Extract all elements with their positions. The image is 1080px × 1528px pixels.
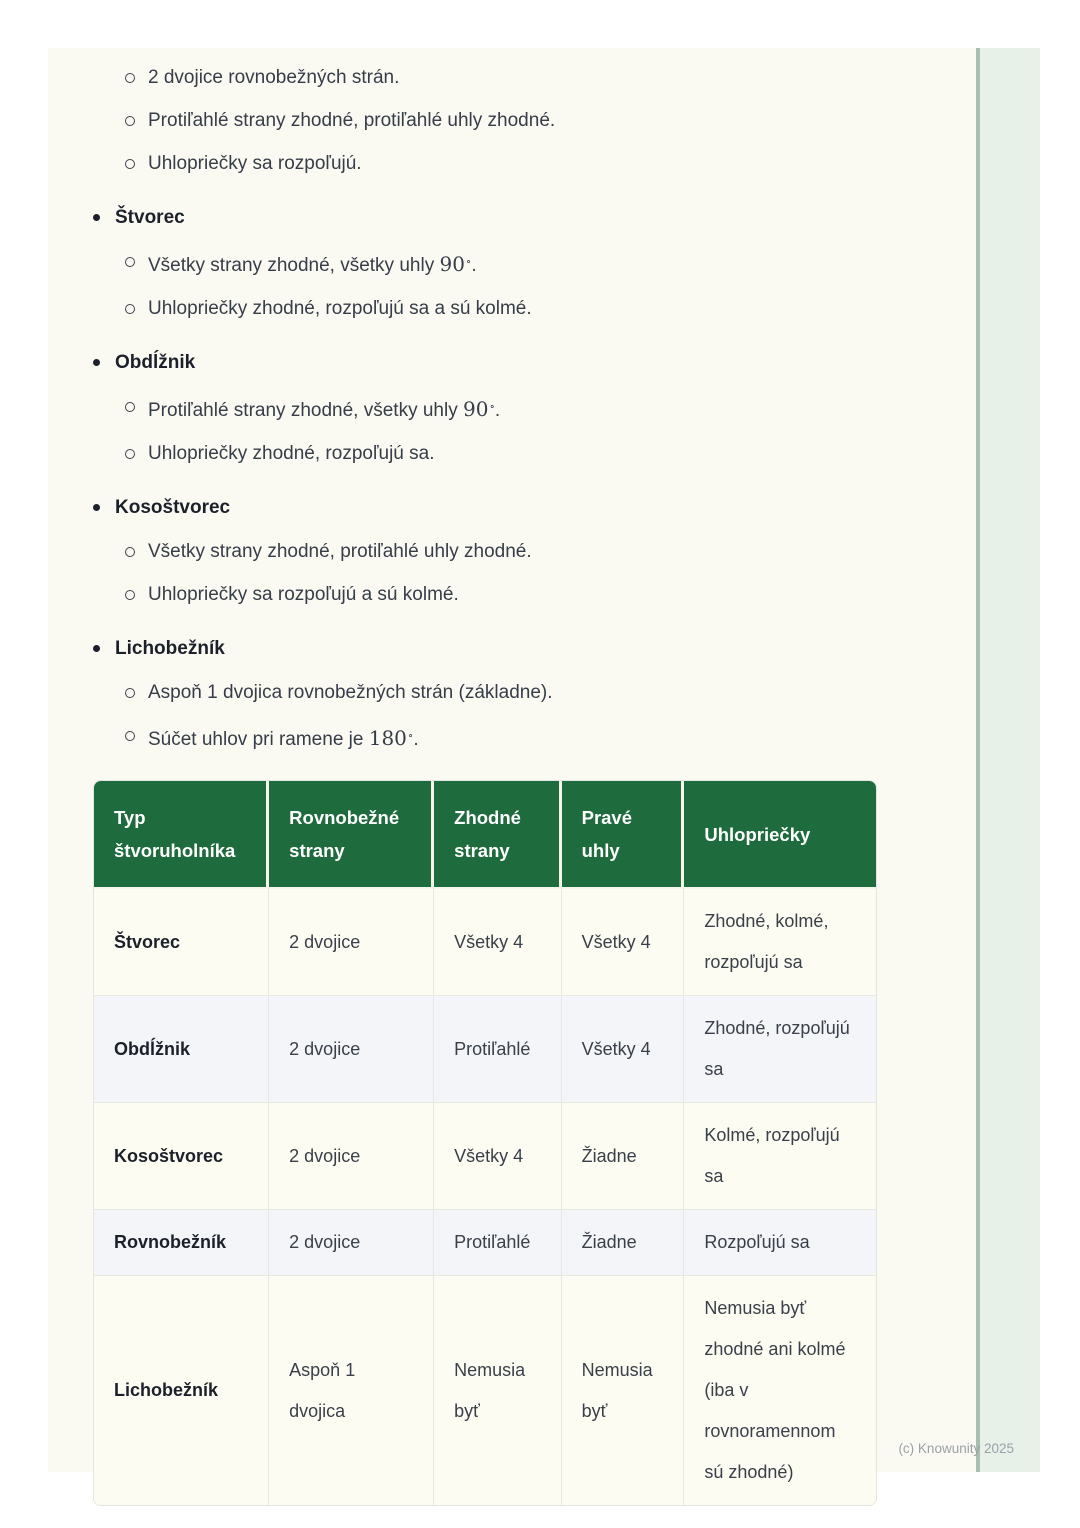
list-item-text: Protiľahlé strany zhodné, protiľahlé uhly zhodné.: [148, 110, 556, 131]
table-row: [94, 1102, 876, 1209]
page-accent-strip: [976, 48, 1040, 1472]
table-cell: Kolmé, rozpoľujú sa: [684, 1102, 876, 1209]
circle-bullet-icon: [125, 257, 135, 267]
row-label: Štvorec: [94, 887, 269, 995]
table-row: [94, 1275, 876, 1505]
list-item-text: Uhlopriečky zhodné, rozpoľujú sa a sú kolmé.: [148, 298, 532, 319]
table-cell: 2 dvojice: [269, 887, 434, 995]
document-page: [48, 48, 1040, 1482]
table-header-cell: Pravé uhly: [562, 781, 685, 887]
circle-bullet-icon: [125, 590, 135, 600]
quadrilateral-properties-table-wrap: [93, 780, 877, 1506]
list-item-text: 2 dvojice rovnobežných strán.: [148, 67, 400, 88]
circle-bullet-icon: [125, 73, 135, 83]
table-cell: Zhodné, kolmé, rozpoľujú sa: [684, 887, 876, 995]
list-item: [125, 724, 875, 752]
list-item: [125, 152, 875, 176]
table-cell: Protiľahlé: [434, 1209, 561, 1275]
list-item-text: Uhlopriečky zhodné, rozpoľujú sa.: [148, 443, 435, 464]
math-degree-value: 180∘: [368, 726, 414, 750]
bullet-icon: [93, 645, 100, 652]
page-content: [93, 56, 875, 1506]
list-item: [125, 583, 875, 607]
circle-bullet-icon: [125, 304, 135, 314]
list-item-text: Protiľahlé strany zhodné, všetky uhly 90∘.: [148, 397, 501, 421]
list-item: [125, 250, 875, 278]
table-cell: Protiľahlé: [434, 995, 561, 1102]
table-header-cell: Uhlopriečky: [684, 781, 876, 887]
list-item-text: Aspoň 1 dvojica rovnobežných strán (základne).: [148, 682, 553, 703]
table-cell: Všetky 4: [434, 1102, 561, 1209]
table-cell: Všetky 4: [562, 887, 685, 995]
table-row: [94, 1209, 876, 1275]
circle-bullet-icon: [125, 402, 135, 412]
circle-bullet-icon: [125, 688, 135, 698]
section-title-label: Lichobežník: [115, 638, 225, 659]
section-title-label: Kosoštvorec: [115, 497, 231, 518]
list-item: [125, 297, 875, 321]
table-cell: 2 dvojice: [269, 995, 434, 1102]
list-item: [125, 109, 875, 133]
list-item: [125, 442, 875, 466]
bullet-icon: [93, 504, 100, 511]
table-cell: Všetky 4: [434, 887, 561, 995]
footer-copyright: (c) Knowunity 2025: [898, 1441, 1014, 1456]
table-row: [94, 995, 876, 1102]
table-header-row: [94, 781, 876, 887]
table-cell: Všetky 4: [562, 995, 685, 1102]
table-cell: 2 dvojice: [269, 1102, 434, 1209]
list-item-text: Všetky strany zhodné, všetky uhly 90∘.: [148, 252, 477, 276]
circle-bullet-icon: [125, 116, 135, 126]
math-degree-value: 90∘: [439, 252, 472, 276]
table-cell: Nemusia byť: [562, 1275, 685, 1505]
list-item: [125, 66, 875, 90]
table-header-cell: Zhodné strany: [434, 781, 561, 887]
section-title-label: Štvorec: [115, 207, 185, 228]
table-cell: Zhodné, rozpoľujú sa: [684, 995, 876, 1102]
degree-icon: ∘: [465, 255, 472, 268]
section-title-label: Obdĺžnik: [115, 352, 196, 373]
list-item: [125, 395, 875, 423]
list-item-text: Súčet uhlov pri ramene je 180∘.: [148, 726, 419, 750]
list-section-title: [93, 496, 875, 520]
table-cell: 2 dvojice: [269, 1209, 434, 1275]
table-cell: Nemusia byť zhodné ani kolmé (iba v rovnoramennom sú zhodné): [684, 1275, 876, 1505]
degree-icon: ∘: [489, 400, 495, 413]
circle-bullet-icon: [125, 159, 135, 169]
list-item-text: Uhlopriečky sa rozpoľujú.: [148, 153, 362, 174]
bullet-list: [93, 56, 875, 752]
table-cell: Žiadne: [562, 1102, 685, 1209]
bullet-icon: [93, 214, 100, 221]
list-item-text: Uhlopriečky sa rozpoľujú a sú kolmé.: [148, 584, 459, 605]
quadrilateral-properties-table: [94, 781, 876, 1505]
table-cell: Žiadne: [562, 1209, 685, 1275]
row-label: Kosoštvorec: [94, 1102, 269, 1209]
math-degree-value: 90∘: [462, 397, 495, 421]
table-header-cell: Rovnobežné strany: [269, 781, 434, 887]
table-header-cell: Typ štvoruholníka: [94, 781, 269, 887]
table-cell: Rozpoľujú sa: [684, 1209, 876, 1275]
row-label: Obdĺžnik: [94, 995, 269, 1102]
list-item: [125, 681, 875, 705]
table-cell: Nemusia byť: [434, 1275, 561, 1505]
degree-icon: ∘: [407, 729, 414, 742]
list-item: [125, 540, 875, 564]
table-row: [94, 887, 876, 995]
circle-bullet-icon: [125, 731, 135, 741]
list-section-title: [93, 637, 875, 661]
bullet-icon: [93, 359, 100, 366]
circle-bullet-icon: [125, 449, 135, 459]
list-item-text: Všetky strany zhodné, protiľahlé uhly zhodné.: [148, 541, 532, 562]
list-section-title: [93, 351, 875, 375]
row-label: Rovnobežník: [94, 1209, 269, 1275]
row-label: Lichobežník: [94, 1275, 269, 1505]
circle-bullet-icon: [125, 547, 135, 557]
table-cell: Aspoň 1 dvojica: [269, 1275, 434, 1505]
list-section-title: [93, 206, 875, 230]
